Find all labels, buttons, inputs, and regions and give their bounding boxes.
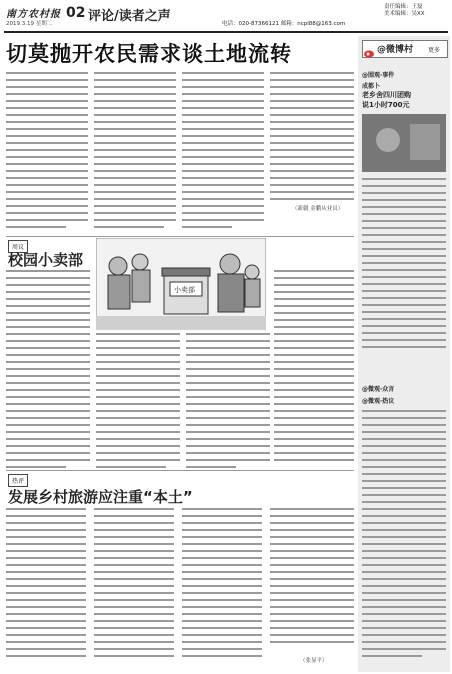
sidebar-subhead: @微观·众言	[362, 386, 395, 393]
article-3-tag: 热评	[8, 474, 28, 487]
newspaper-brand: 南方农村报	[6, 9, 61, 20]
text-texture	[362, 176, 446, 358]
sidebar-photo	[362, 114, 446, 172]
sidebar-text-2	[362, 408, 446, 666]
sidebar-subhead: 成都卜	[362, 83, 381, 90]
editor-info	[384, 4, 425, 18]
sidebar-text-1	[362, 176, 446, 358]
shop-sign: 小卖部	[174, 286, 195, 294]
weibo-icon	[364, 43, 375, 53]
section-title: 评论/读者之声	[88, 9, 171, 24]
section-divider	[6, 236, 354, 237]
article-1-signature: （新疆 金鹏从业员）	[292, 206, 344, 212]
sidebar-headline: 说1小时700元	[362, 101, 410, 109]
text-texture	[6, 506, 354, 668]
editor-line: 美术编辑：吴XX	[384, 11, 425, 17]
editorial-cartoon	[96, 238, 266, 330]
contact-info: 电话：020-87366121 邮箱：ncpl88@163.com	[222, 21, 346, 27]
weibo-title: @微博村	[377, 45, 414, 55]
cartoon-illustration	[96, 238, 266, 330]
article-2-title: 校园小卖部	[8, 251, 84, 269]
text-texture	[362, 408, 446, 666]
section-number: 02	[66, 5, 86, 21]
main-headline: 切莫抛开农民需求谈土地流转	[6, 42, 292, 66]
section-divider	[6, 470, 354, 471]
article-3-title: 发展乡村旅游应注重“本土”	[8, 488, 193, 506]
header-divider	[4, 31, 448, 33]
sidebar-subhead: @微观·热议	[362, 398, 395, 405]
more-link[interactable]: 更多	[428, 47, 441, 54]
issue-date: 2019.3.19 星期二	[6, 21, 53, 27]
sidebar-headline: 老乡舍四川团购	[362, 91, 411, 99]
sidebar-subhead: @围观·事件	[362, 72, 395, 79]
article-2-tag: 周议	[8, 240, 28, 253]
article-3-body	[6, 506, 354, 668]
article-3-signature: （张显平）	[300, 658, 328, 664]
editor-line: 责任编辑：王磊	[384, 4, 423, 10]
